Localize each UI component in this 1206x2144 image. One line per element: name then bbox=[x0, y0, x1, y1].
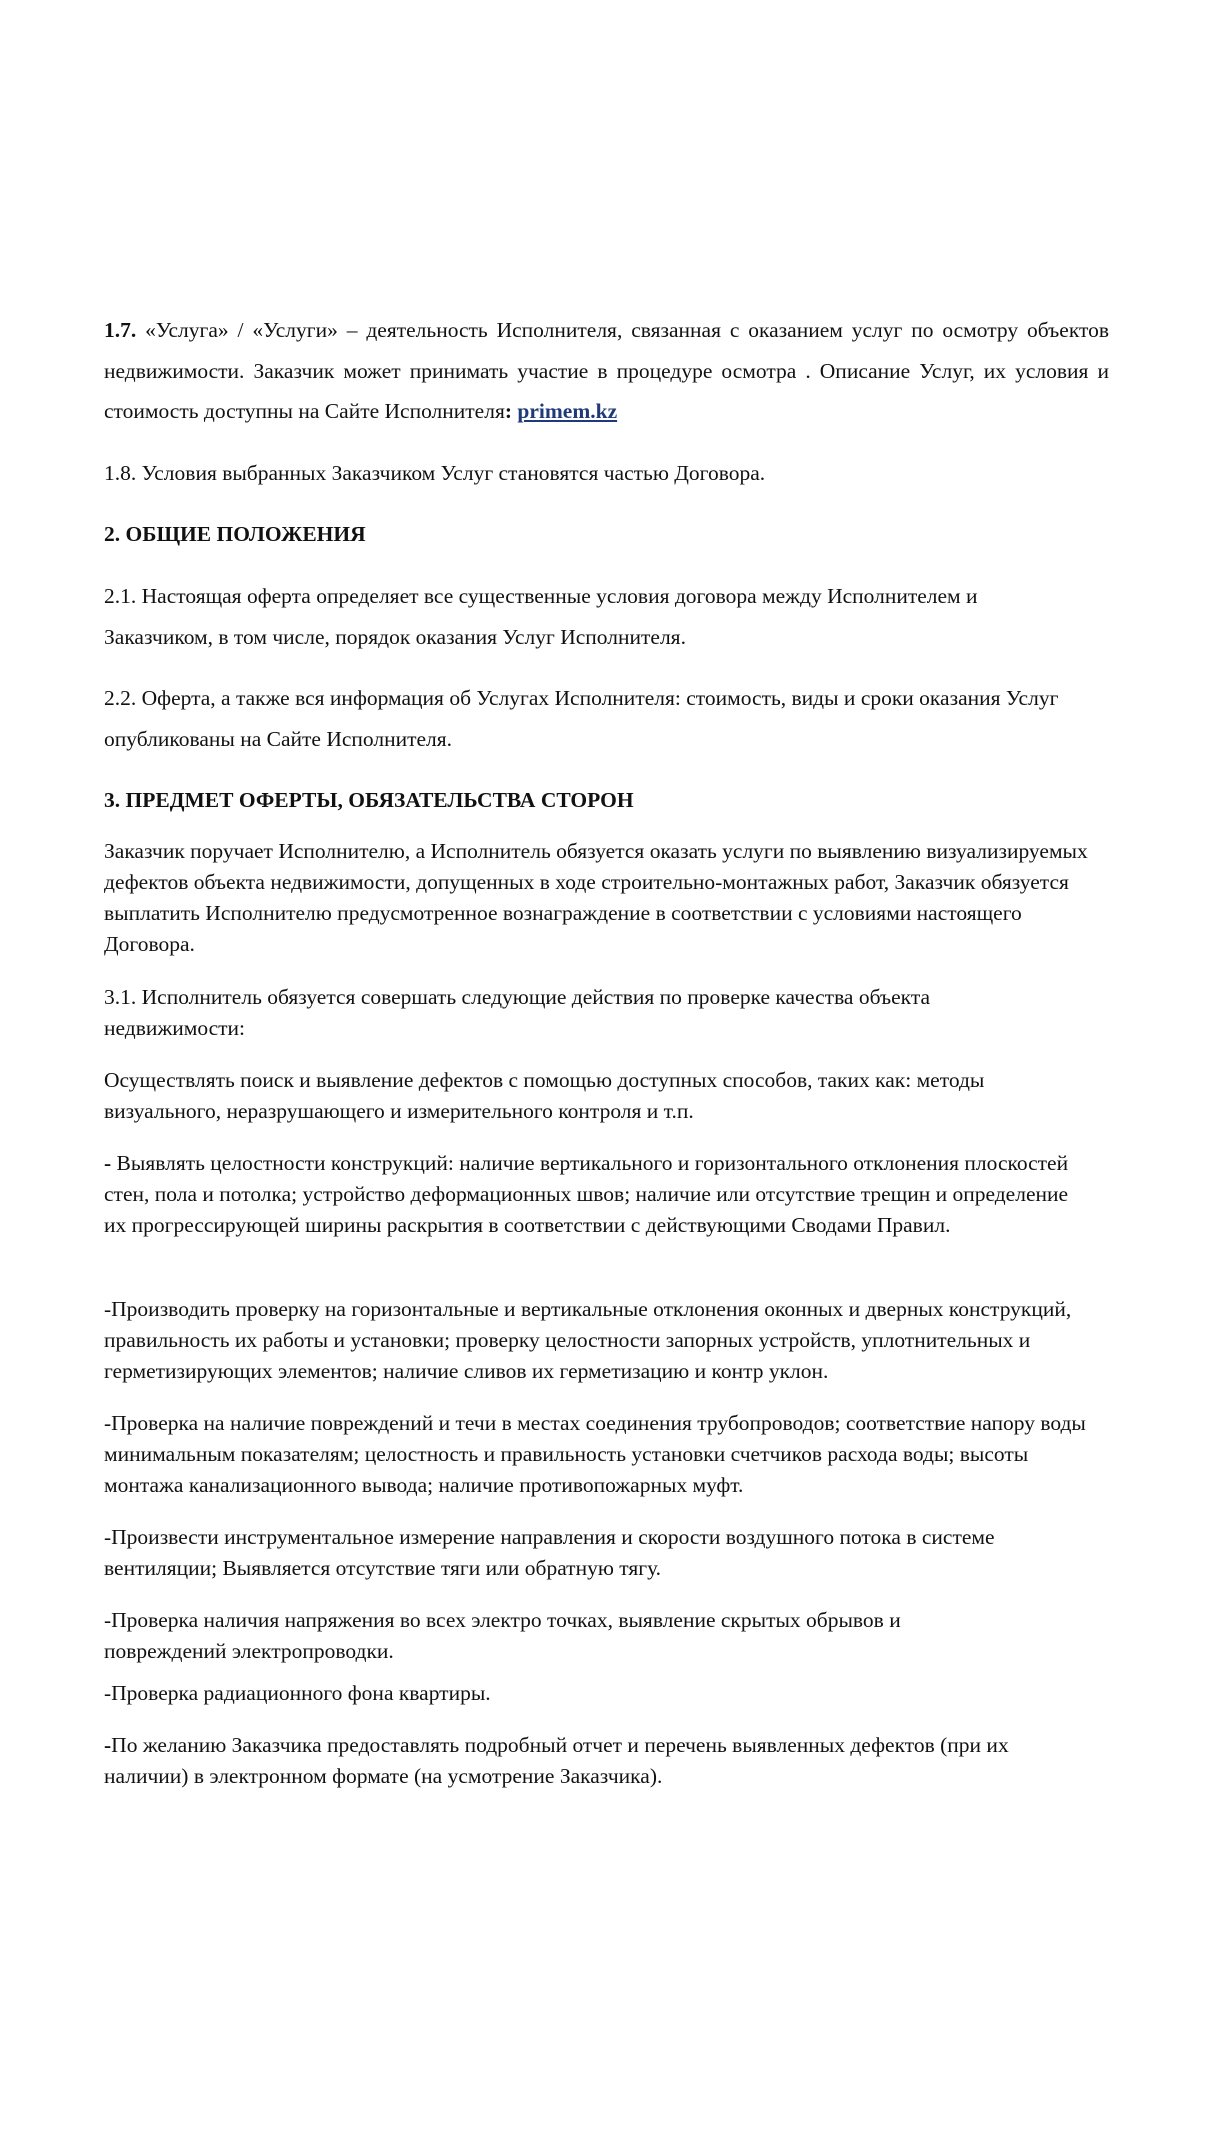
clause-2-2: 2.2. Оферта, а также вся информация об Услугах Исполнителя: стоимость, виды и сроки оказания Услуг опубликованы на Сайте Исполнителя. bbox=[104, 686, 1059, 751]
structures-item bbox=[104, 1148, 1089, 1241]
clause-text: «Услуга» / «Услуги» – деятельность Исполнителя, связанная с оказанием услуг по осмотру объектов недвижимости. Заказчик может принимать участие в процедуре осмотра . Описание Услуг, их условия и стоимость доступны на Сайте Исполнителя bbox=[104, 318, 1109, 423]
clause-number: 1.7. bbox=[104, 318, 137, 342]
subject-paragraph: Заказчик поручает Исполнителю, а Исполнитель обязуется оказать услуги по выявлению визуализируемых дефектов объекта недвижимости, допущенных в ходе строительно-монтажных работ, Заказчик обязуется выплатить Исполнителю предусмотренное вознаграждение в соответствии с условиями настоящего Договора. bbox=[104, 839, 1088, 956]
colon: : bbox=[504, 399, 513, 423]
dash: - bbox=[104, 1151, 117, 1175]
item-text: По желанию Заказчика предоставлять подробный отчет и перечень выявленных дефектов (при их наличии) в электронном формате (на усмотрение Заказчика). bbox=[104, 1733, 1009, 1788]
clause-1-8: 1.8. Условия выбранных Заказчиком Услуг становятся частью Договора. bbox=[104, 461, 766, 485]
section-heading-3: 3. ПРЕДМЕТ ОФЕРТЫ, ОБЯЗАТЕЛЬСТВА СТОРОН bbox=[104, 788, 634, 812]
clause-1-7 bbox=[104, 310, 1109, 432]
ventilation-item: -Произвести инструментальное измерение направления и скорости воздушного потока в системе вентиляции; Выявляется отсутствие тяги или обратную тягу. bbox=[104, 1525, 995, 1580]
radiation-item: -Проверка радиационного фона квартиры. bbox=[104, 1681, 491, 1705]
clause-3-1: 3.1. Исполнитель обязуется совершать следующие действия по проверке качества объекта недвижимости: bbox=[104, 985, 931, 1040]
item-text: Выявлять целостности конструкций: наличие вертикального и горизонтального отклонения плоскостей стен, пола и потолка; устройство деформационных швов; наличие или отсутствие трещин и определение их прогрессирующей ширины раскрытия в соответствии с действующими Сводами Правил. bbox=[104, 1151, 1069, 1237]
site-link[interactable]: primem.kz bbox=[517, 399, 618, 423]
section-heading-2: 2. ОБЩИЕ ПОЛОЖЕНИЯ bbox=[104, 522, 366, 546]
dash: - bbox=[104, 1733, 112, 1757]
search-defects-item: Осуществлять поиск и выявление дефектов с помощью доступных способов, таких как: методы визуального, неразрушающего и измерительного контроля и т.п. bbox=[104, 1068, 985, 1123]
plumbing-item: -Проверка на наличие повреждений и течи в местах соединения трубопроводов; соответствие напору воды минимальным показателям; целостность и правильность установки счетчиков расхода воды; высоты монтажа канализационного вывода; наличие противопожарных муфт. bbox=[104, 1411, 1086, 1497]
electrical-item: -Проверка наличия напряжения во всех электро точках, выявление скрытых обрывов и повреждений электропроводки. bbox=[104, 1608, 901, 1663]
windows-doors-item: -Производить проверку на горизонтальные и вертикальные отклонения оконных и дверных конструкций, правильность их работы и установки; проверку целостности запорных устройств, уплотнительных и герметизирующих элементов; наличие сливов их герметизацию и контр уклон. bbox=[104, 1297, 1072, 1383]
report-item bbox=[104, 1730, 1084, 1792]
clause-2-1: 2.1. Настоящая оферта определяет все существенные условия договора между Исполнителем и Заказчиком, в том числе, порядок оказания Услуг Исполнителя. bbox=[104, 584, 978, 649]
